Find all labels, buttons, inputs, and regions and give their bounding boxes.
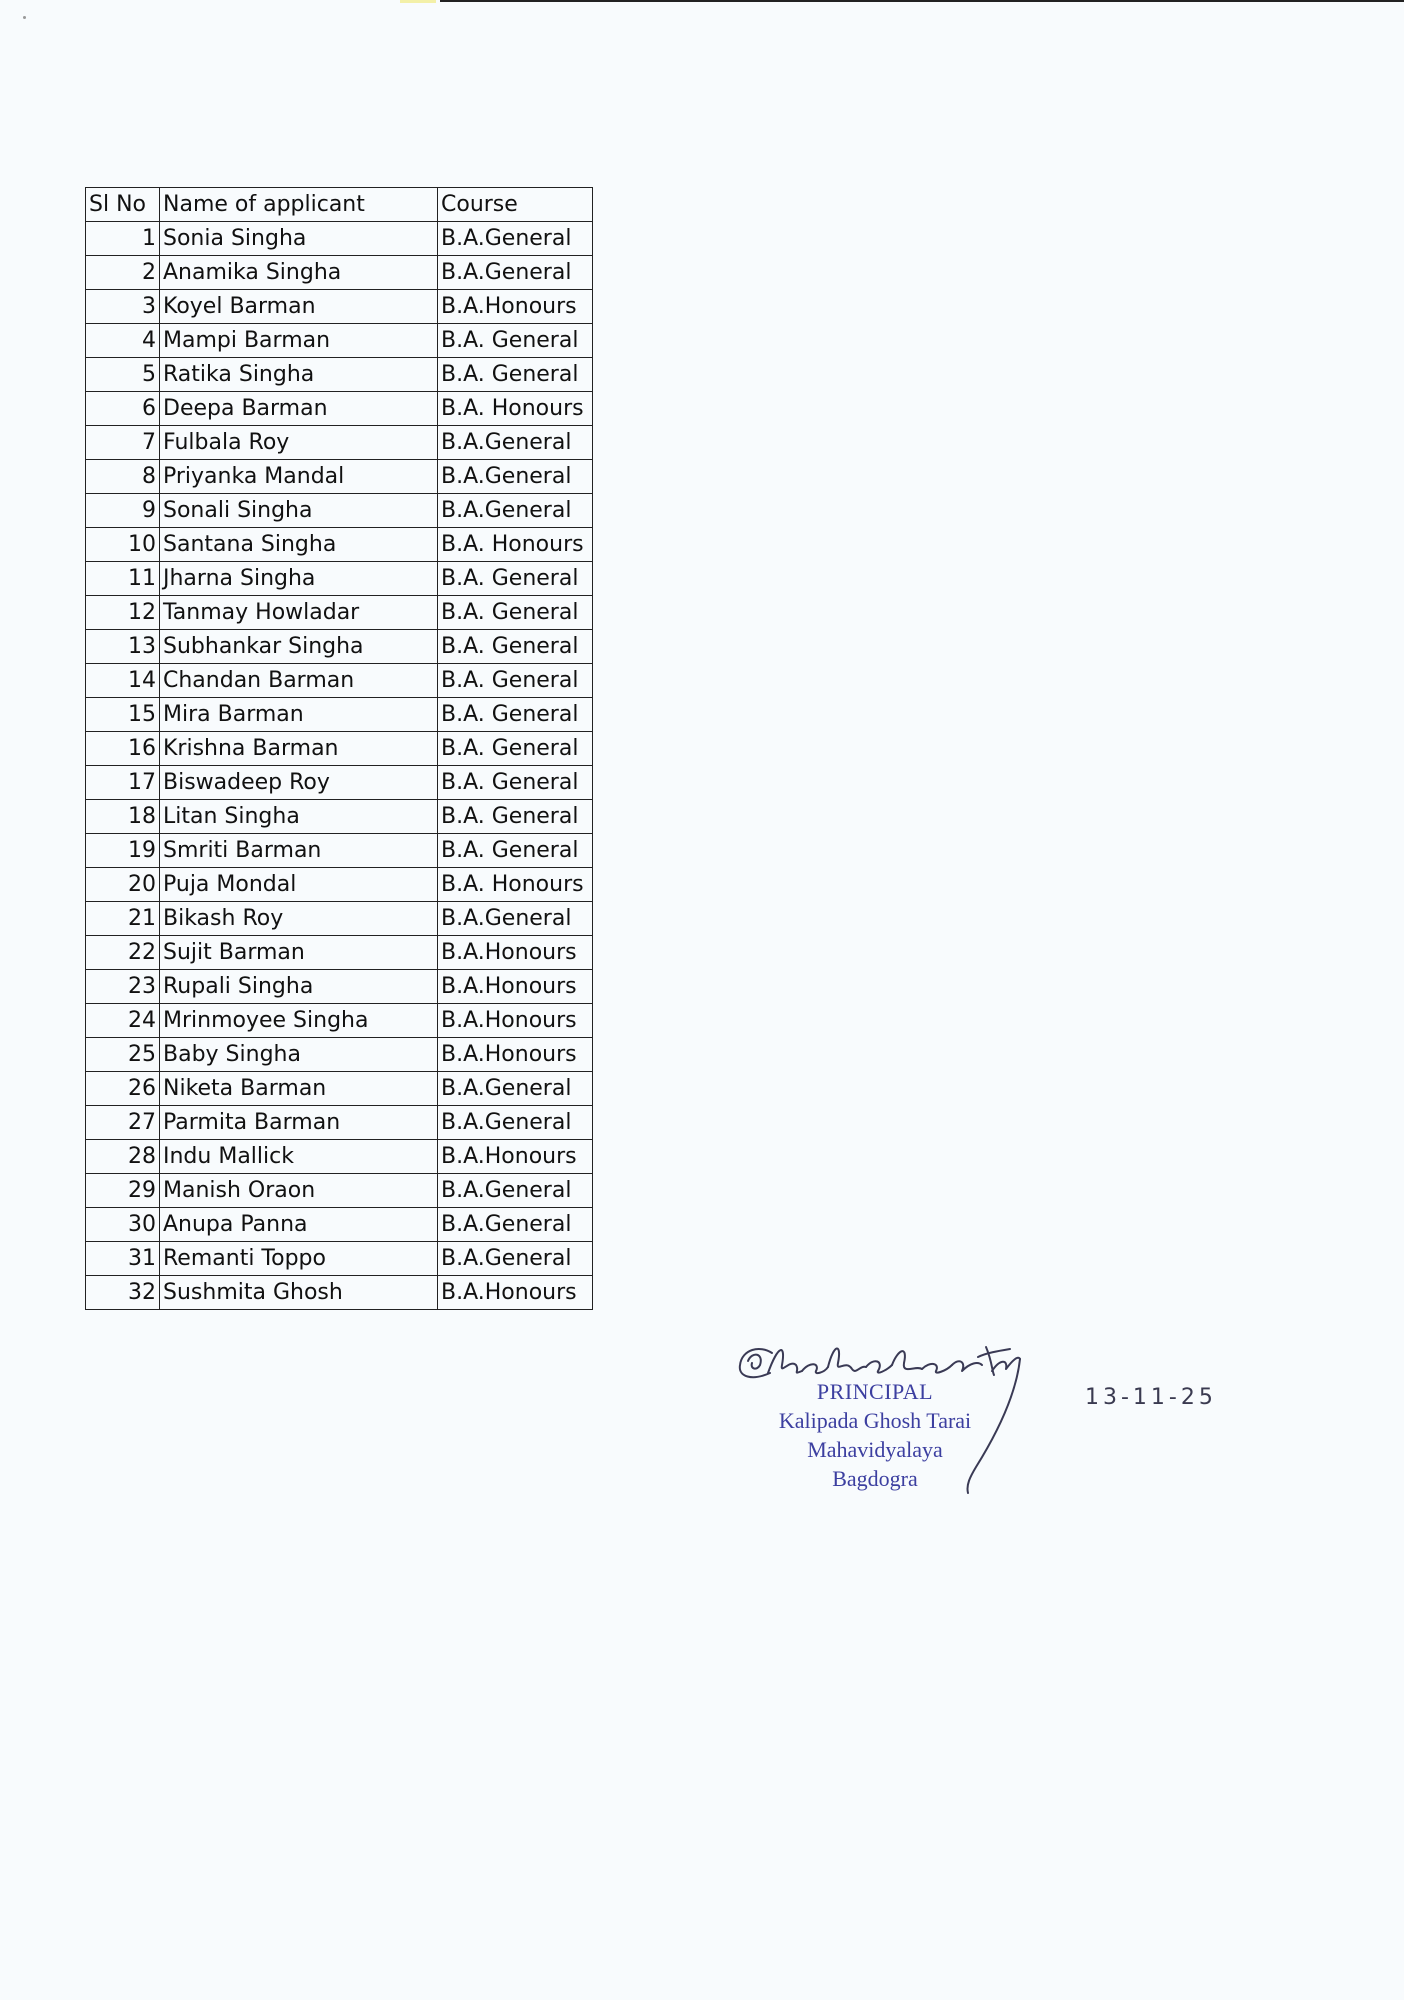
name-cell: Deepa Barman (160, 392, 438, 426)
sl-cell: 14 (86, 664, 160, 698)
name-cell: Mira Barman (160, 698, 438, 732)
table-row (86, 528, 593, 562)
course-cell: B.A. General (438, 834, 593, 868)
name-cell: Sujit Barman (160, 936, 438, 970)
course-cell: B.A. General (438, 766, 593, 800)
sl-cell: 29 (86, 1174, 160, 1208)
principal-signature-block (730, 1335, 1290, 1505)
sl-cell: 25 (86, 1038, 160, 1072)
course-cell: B.A.Honours (438, 970, 593, 1004)
sl-cell: 16 (86, 732, 160, 766)
table-row (86, 834, 593, 868)
name-cell: Chandan Barman (160, 664, 438, 698)
name-cell: Jharna Singha (160, 562, 438, 596)
sl-cell: 26 (86, 1072, 160, 1106)
table-row (86, 936, 593, 970)
course-cell: B.A. General (438, 732, 593, 766)
name-cell: Puja Mondal (160, 868, 438, 902)
name-cell: Remanti Toppo (160, 1242, 438, 1276)
course-cell: B.A.General (438, 1242, 593, 1276)
course-cell: B.A. General (438, 664, 593, 698)
name-cell: Ratika Singha (160, 358, 438, 392)
sl-cell: 17 (86, 766, 160, 800)
course-cell: B.A.General (438, 902, 593, 936)
applicants-table (85, 187, 593, 1310)
course-cell: B.A. General (438, 324, 593, 358)
table-row (86, 1038, 593, 1072)
sl-cell: 8 (86, 460, 160, 494)
table-row (86, 1106, 593, 1140)
table-row (86, 1004, 593, 1038)
name-cell: Sushmita Ghosh (160, 1276, 438, 1310)
table-row (86, 1276, 593, 1310)
name-cell: Anamika Singha (160, 256, 438, 290)
course-cell: B.A.Honours (438, 1038, 593, 1072)
sl-cell: 24 (86, 1004, 160, 1038)
course-cell: B.A. General (438, 596, 593, 630)
course-cell: B.A.General (438, 1072, 593, 1106)
sl-cell: 2 (86, 256, 160, 290)
table-row (86, 460, 593, 494)
course-cell: B.A.General (438, 494, 593, 528)
course-cell: B.A.General (438, 426, 593, 460)
sl-cell: 23 (86, 970, 160, 1004)
name-cell: Indu Mallick (160, 1140, 438, 1174)
top-highlight-mark (400, 0, 436, 3)
sl-cell: 28 (86, 1140, 160, 1174)
name-cell: Bikash Roy (160, 902, 438, 936)
name-cell: Biswadeep Roy (160, 766, 438, 800)
sl-cell: 15 (86, 698, 160, 732)
course-cell: B.A.General (438, 222, 593, 256)
course-cell: B.A. General (438, 698, 593, 732)
table-row (86, 698, 593, 732)
scan-speck (23, 16, 26, 19)
sl-cell: 1 (86, 222, 160, 256)
table-row (86, 256, 593, 290)
name-cell: Krishna Barman (160, 732, 438, 766)
table-row (86, 1140, 593, 1174)
table-row (86, 1242, 593, 1276)
table-row (86, 902, 593, 936)
seal-title: PRINCIPAL (816, 1379, 934, 1404)
name-cell: Sonia Singha (160, 222, 438, 256)
sl-cell: 5 (86, 358, 160, 392)
name-cell: Parmita Barman (160, 1106, 438, 1140)
course-cell: B.A.Honours (438, 1140, 593, 1174)
course-cell: B.A. Honours (438, 392, 593, 426)
course-cell: B.A. General (438, 562, 593, 596)
course-cell: B.A.General (438, 1208, 593, 1242)
table-row (86, 562, 593, 596)
name-cell: Manish Oraon (160, 1174, 438, 1208)
sl-cell: 13 (86, 630, 160, 664)
course-cell: B.A. Honours (438, 528, 593, 562)
handwritten-date: 13-11-25 (1085, 1385, 1217, 1410)
name-cell: Subhankar Singha (160, 630, 438, 664)
table-row (86, 630, 593, 664)
table-row (86, 596, 593, 630)
sl-cell: 6 (86, 392, 160, 426)
table-row (86, 222, 593, 256)
table-row (86, 426, 593, 460)
table-row (86, 1072, 593, 1106)
table-row (86, 290, 593, 324)
course-cell: B.A. General (438, 800, 593, 834)
seal-line-2: Mahavidyalaya (807, 1437, 943, 1462)
course-cell: B.A.General (438, 1106, 593, 1140)
header-sl-no: Sl No (86, 188, 160, 222)
sl-cell: 19 (86, 834, 160, 868)
seal-line-1: Kalipada Ghosh Tarai (778, 1408, 972, 1433)
table-row (86, 1208, 593, 1242)
table-row (86, 970, 593, 1004)
sl-cell: 9 (86, 494, 160, 528)
name-cell: Rupali Singha (160, 970, 438, 1004)
course-cell: B.A.General (438, 460, 593, 494)
course-cell: B.A.Honours (438, 936, 593, 970)
course-cell: B.A.Honours (438, 290, 593, 324)
name-cell: Smriti Barman (160, 834, 438, 868)
course-cell: B.A.Honours (438, 1276, 593, 1310)
name-cell: Santana Singha (160, 528, 438, 562)
seal-line-3: Bagdogra (832, 1466, 918, 1491)
name-cell: Sonali Singha (160, 494, 438, 528)
table-row (86, 324, 593, 358)
course-cell: B.A. General (438, 630, 593, 664)
sl-cell: 11 (86, 562, 160, 596)
course-cell: B.A.General (438, 256, 593, 290)
name-cell: Anupa Panna (160, 1208, 438, 1242)
name-cell: Fulbala Roy (160, 426, 438, 460)
course-cell: B.A. Honours (438, 868, 593, 902)
sl-cell: 22 (86, 936, 160, 970)
sl-cell: 30 (86, 1208, 160, 1242)
header-course: Course (438, 188, 593, 222)
sl-cell: 27 (86, 1106, 160, 1140)
name-cell: Litan Singha (160, 800, 438, 834)
course-cell: B.A. General (438, 358, 593, 392)
header-name-of-applicant: Name of applicant (160, 188, 438, 222)
sl-cell: 4 (86, 324, 160, 358)
sl-cell: 32 (86, 1276, 160, 1310)
course-cell: B.A.General (438, 1174, 593, 1208)
table-row (86, 358, 593, 392)
table-row (86, 392, 593, 426)
sl-cell: 3 (86, 290, 160, 324)
name-cell: Priyanka Mandal (160, 460, 438, 494)
table-row (86, 766, 593, 800)
table-row (86, 664, 593, 698)
name-cell: Baby Singha (160, 1038, 438, 1072)
name-cell: Koyel Barman (160, 290, 438, 324)
table-row (86, 1174, 593, 1208)
sl-cell: 12 (86, 596, 160, 630)
name-cell: Niketa Barman (160, 1072, 438, 1106)
table-row (86, 800, 593, 834)
name-cell: Mampi Barman (160, 324, 438, 358)
top-border-line (440, 0, 1404, 2)
sl-cell: 10 (86, 528, 160, 562)
sl-cell: 18 (86, 800, 160, 834)
name-cell: Tanmay Howladar (160, 596, 438, 630)
name-cell: Mrinmoyee Singha (160, 1004, 438, 1038)
course-cell: B.A.Honours (438, 1004, 593, 1038)
sl-cell: 31 (86, 1242, 160, 1276)
sl-cell: 21 (86, 902, 160, 936)
table-body (86, 222, 593, 1310)
table-row (86, 732, 593, 766)
table-header-row (86, 188, 593, 222)
table-row (86, 868, 593, 902)
table-row (86, 494, 593, 528)
sl-cell: 20 (86, 868, 160, 902)
sl-cell: 7 (86, 426, 160, 460)
principal-seal (745, 1377, 1005, 1493)
